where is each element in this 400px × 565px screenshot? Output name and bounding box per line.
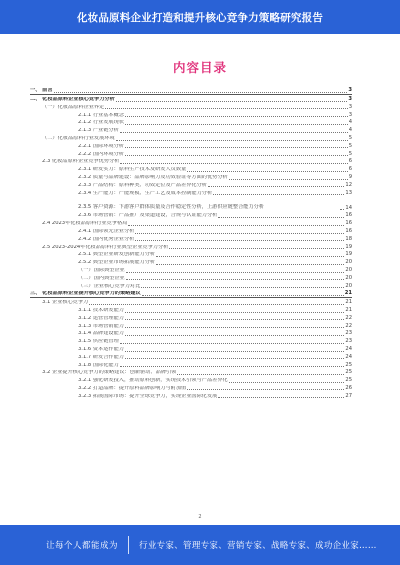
- toc-entry-page: 6: [348, 166, 352, 173]
- toc-entry[interactable]: [30, 329, 352, 337]
- toc-leader-dots: [105, 108, 347, 109]
- toc-entry-label: 3.1.5 供应链管理: [78, 339, 119, 345]
- toc-entry[interactable]: [30, 86, 352, 95]
- toc-entry-page: 25: [345, 369, 352, 376]
- toc-entry-page: 24: [345, 345, 352, 352]
- toc-leader-dots: [120, 132, 348, 133]
- toc-entry-page: 6: [348, 158, 352, 165]
- toc-entry-label: 3.1.8 国际化能力: [78, 362, 119, 368]
- toc-entry[interactable]: [30, 376, 352, 384]
- toc-entry[interactable]: [30, 134, 352, 142]
- toc-leader-dots: [141, 287, 344, 288]
- toc-leader-dots: [54, 92, 348, 93]
- toc-leader-dots: [135, 233, 344, 234]
- toc-entry[interactable]: [30, 165, 352, 173]
- toc-entry[interactable]: [30, 368, 352, 376]
- toc-entry-label: 3.2.3 拓展国际市场：提升全球竞争力，实现企业国际化发展: [78, 393, 218, 399]
- toc-entry[interactable]: [30, 266, 352, 274]
- toc-leader-dots: [177, 374, 344, 375]
- toc-entry[interactable]: [30, 110, 352, 118]
- toc-leader-dots: [116, 101, 348, 102]
- toc-leader-dots: [89, 304, 344, 305]
- toc-entry-label: 2.3.6 市场营销：产品推广及渠道建设，合规与认证能力分析: [78, 213, 218, 219]
- toc-entry[interactable]: [30, 384, 352, 392]
- toc-entry-label: （一）化妆品原料企业界定: [42, 104, 105, 110]
- toc-leader-dots: [125, 319, 344, 320]
- toc-entry-label: 2.2.2 国内环境分析: [78, 151, 124, 157]
- toc-leader-dots: [135, 240, 344, 241]
- toc-leader-dots: [120, 366, 345, 367]
- toc-entry-page: 25: [345, 361, 352, 368]
- toc-leader-dots: [156, 256, 344, 257]
- toc-entry-page: 21: [345, 306, 352, 313]
- toc-leader-dots: [125, 335, 344, 336]
- top-banner: [0, 0, 400, 34]
- toc-entry[interactable]: [30, 126, 352, 134]
- toc-entry[interactable]: [30, 196, 352, 211]
- toc-entry[interactable]: [30, 321, 352, 329]
- toc-entry[interactable]: [30, 157, 352, 165]
- toc-entry-label: （一）国际典型企业: [78, 267, 125, 273]
- toc-entry-page: 4: [348, 119, 352, 126]
- toc-entry-page: 3: [348, 103, 352, 110]
- toc-entry-page: 21: [344, 290, 352, 297]
- toc-entry-label: （二）国内典型企业: [78, 275, 125, 281]
- toc-entry-page: 13: [345, 189, 352, 196]
- toc-entry-page: 16: [345, 227, 352, 234]
- toc-leader-dots: [340, 209, 344, 210]
- toc-leader-dots: [125, 351, 344, 352]
- report-title: 化妆品原料企业打造和提升核心竞争力策略研究报告: [76, 11, 324, 24]
- toc-leader-dots: [128, 225, 344, 226]
- toc-entry-page: 9: [348, 173, 352, 180]
- toc-entry-label: 2.4.2 国内优秀企业分析: [78, 236, 135, 242]
- toc-leader-dots: [125, 116, 348, 117]
- toc-leader-dots: [125, 358, 344, 359]
- toc-entry-page: 5: [348, 150, 352, 157]
- toc-entry-label: 二、 化妆品原料企业核心竞争力分析: [30, 97, 115, 102]
- toc-entry-label: 3.2 企业提升核心竞争力的策略建议：创新驱动、品牌引领: [42, 370, 177, 376]
- toc-entry-page: 20: [345, 259, 352, 266]
- toc-entry-label: 2.2.1 国际环境分析: [78, 143, 124, 149]
- toc-entry-page: 22: [345, 322, 352, 329]
- toc-leader-dots: [125, 147, 348, 148]
- toc-entry-page: 3: [348, 87, 352, 94]
- toc-leader-dots: [142, 295, 344, 296]
- toc-entry-page: 16: [345, 220, 352, 227]
- toc-entry[interactable]: [30, 281, 352, 289]
- toc-entry-label: （三）企业核心竞争力对比: [78, 283, 141, 289]
- toc-entry-label: 3.2.2 打造品牌：提升原料品牌影响力与附加值: [78, 385, 187, 391]
- toc-entry-label: 2.4 2023年化妆品原料行业竞争格局: [42, 221, 128, 227]
- toc-entry-label: 2.3.2 质量与品牌建设：品牌影响力及功效验证等方面的优势分析: [78, 174, 228, 180]
- toc-entry[interactable]: [30, 149, 352, 157]
- toc-entry-label: 3.1.4 品牌建设能力: [78, 331, 124, 337]
- toc-entry-label: （二）化妆品原料行业发展环境: [42, 135, 115, 141]
- toc-entry-label: 3.1.6 资本运作能力: [78, 346, 124, 352]
- toc-entry-label: 2.3.1 研发实力：原料生产技术及研发人员数量: [78, 167, 187, 173]
- toc-entry[interactable]: [30, 306, 352, 314]
- toc-leader-dots: [187, 389, 344, 390]
- table-of-contents: [30, 86, 352, 399]
- toc-entry[interactable]: [30, 142, 352, 150]
- toc-entry[interactable]: [30, 391, 352, 399]
- toc-entry[interactable]: [30, 314, 352, 322]
- toc-leader-dots: [126, 279, 345, 280]
- toc-entry-label: 2.5 2023-2024年化妆品原料行业典型企业竞争力分析: [42, 244, 169, 250]
- toc-entry-label: 2.5.2 典型企业市场拓展能力分析: [78, 260, 156, 266]
- toc-entry-page: 4: [348, 127, 352, 134]
- toc-entry-page: 3: [348, 111, 352, 118]
- toc-leader-dots: [116, 140, 348, 141]
- toc-entry[interactable]: [30, 345, 352, 353]
- toc-entry[interactable]: [30, 360, 352, 368]
- toc-entry[interactable]: [30, 250, 352, 258]
- toc-entry[interactable]: [30, 181, 352, 189]
- slogan-left: 让每个人都能成为: [46, 541, 119, 551]
- toc-entry-page: 19: [345, 251, 352, 258]
- toc-entry-label: 3.1.1 技术研发能力: [78, 307, 124, 313]
- toc-entry[interactable]: [30, 227, 352, 235]
- toc-leader-dots: [125, 312, 344, 313]
- toc-leader-dots: [229, 382, 345, 383]
- toc-entry-page: 18: [345, 235, 352, 242]
- toc-entry-label: 2.4.1 国际领先企业分析: [78, 228, 135, 234]
- toc-entry-label: 3.1.2 运营管理能力: [78, 315, 124, 321]
- slogan-right: 行业专家、管理专家、营销专家、战略专家、成功企业家……: [139, 541, 377, 551]
- bottom-banner: [0, 525, 400, 565]
- toc-entry-page: 25: [345, 377, 352, 384]
- toc-leader-dots: [125, 155, 348, 156]
- toc-entry-label: 2.1.2 行业发展现状: [78, 120, 124, 126]
- toc-leader-dots: [126, 272, 345, 273]
- toc-entry-label: 一、 前言: [30, 88, 53, 94]
- slogan-divider: [128, 536, 129, 554]
- toc-entry-page: 19: [345, 243, 352, 250]
- toc-entry[interactable]: [30, 337, 352, 345]
- toc-leader-dots: [229, 179, 348, 180]
- toc-entry[interactable]: [30, 219, 352, 227]
- page-number: 2: [198, 514, 202, 520]
- toc-entry-page: 20: [345, 266, 352, 273]
- toc-entry-label: 3.1.3 市场营销能力: [78, 323, 124, 329]
- toc-entry-label: 3.1.7 研发合作能力: [78, 354, 124, 360]
- toc-entry-page: 23: [345, 330, 352, 337]
- toc-entry-page: 24: [345, 353, 352, 360]
- toc-leader-dots: [187, 171, 347, 172]
- toc-entry-page: 20: [345, 282, 352, 289]
- toc-entry-label: 2.1.3 产业链分析: [78, 128, 119, 134]
- toc-entry-label: 2.5.1 典型企业研发创新能力分析: [78, 252, 156, 258]
- toc-entry[interactable]: [30, 95, 352, 103]
- toc-entry-label: 2.3 化妆品原料企业竞争优势分析: [42, 159, 120, 165]
- toc-entry-page: 5: [348, 142, 352, 149]
- toc-leader-dots: [120, 343, 345, 344]
- toc-entry-page: 26: [345, 384, 352, 391]
- toc-leader-dots: [156, 264, 344, 265]
- toc-entry-label: 2.3.4 生产能力：产能规模、生产工艺及成本控制能力分析: [78, 190, 213, 196]
- toc-entry-page: 5: [348, 134, 352, 141]
- toc-entry-label: 2.3.5 客户资源：下游客户群体质量及合作稳定性分析，上游供应链整合能力分析: [78, 204, 265, 211]
- toc-entry[interactable]: [30, 235, 352, 243]
- toc-entry[interactable]: [30, 118, 352, 126]
- toc-leader-dots: [218, 397, 344, 398]
- toc-entry-page: 27: [345, 392, 352, 399]
- toc-entry[interactable]: [30, 103, 352, 111]
- toc-entry-page: 3: [348, 96, 352, 102]
- toc-entry[interactable]: [30, 289, 352, 298]
- toc-entry[interactable]: [30, 353, 352, 361]
- toc-entry-label: 2.3.3 产品结构：原料种类、功效定位及产品差异化分析: [78, 182, 207, 188]
- toc-leader-dots: [125, 124, 348, 125]
- toc-entry-page: 23: [345, 338, 352, 345]
- toc-entry-page: 20: [345, 274, 352, 281]
- toc-entry-page: 14: [345, 204, 352, 211]
- toc-entry-page: 22: [345, 314, 352, 321]
- toc-entry-label: 三、 化妆品原料企业提升核心竞争力的策略建议: [30, 291, 141, 297]
- toc-entry[interactable]: [30, 211, 352, 219]
- toc-entry-page: 21: [345, 299, 352, 306]
- toc-entry[interactable]: [30, 173, 352, 181]
- toc-heading: 内容目录: [172, 60, 227, 75]
- toc-entry[interactable]: [30, 242, 352, 250]
- toc-leader-dots: [169, 248, 344, 249]
- toc-entry[interactable]: [30, 298, 352, 306]
- toc-entry-label: 2.1.1 行业基本概念: [78, 112, 124, 118]
- toc-entry-label: 3.2.1 强化研发投入，推动原料创新，实现技术引领与产品差异化: [78, 378, 228, 384]
- toc-entry-page: 16: [345, 212, 352, 219]
- toc-entry[interactable]: [30, 188, 352, 196]
- toc-entry-label: 3.1 企业核心竞争力: [42, 300, 89, 306]
- toc-leader-dots: [213, 194, 344, 195]
- toc-entry[interactable]: [30, 258, 352, 266]
- toc-leader-dots: [125, 327, 344, 328]
- toc-entry-page: 12: [345, 181, 352, 188]
- toc-leader-dots: [208, 186, 344, 187]
- toc-leader-dots: [218, 217, 344, 218]
- toc-leader-dots: [120, 163, 347, 164]
- toc-entry[interactable]: [30, 274, 352, 282]
